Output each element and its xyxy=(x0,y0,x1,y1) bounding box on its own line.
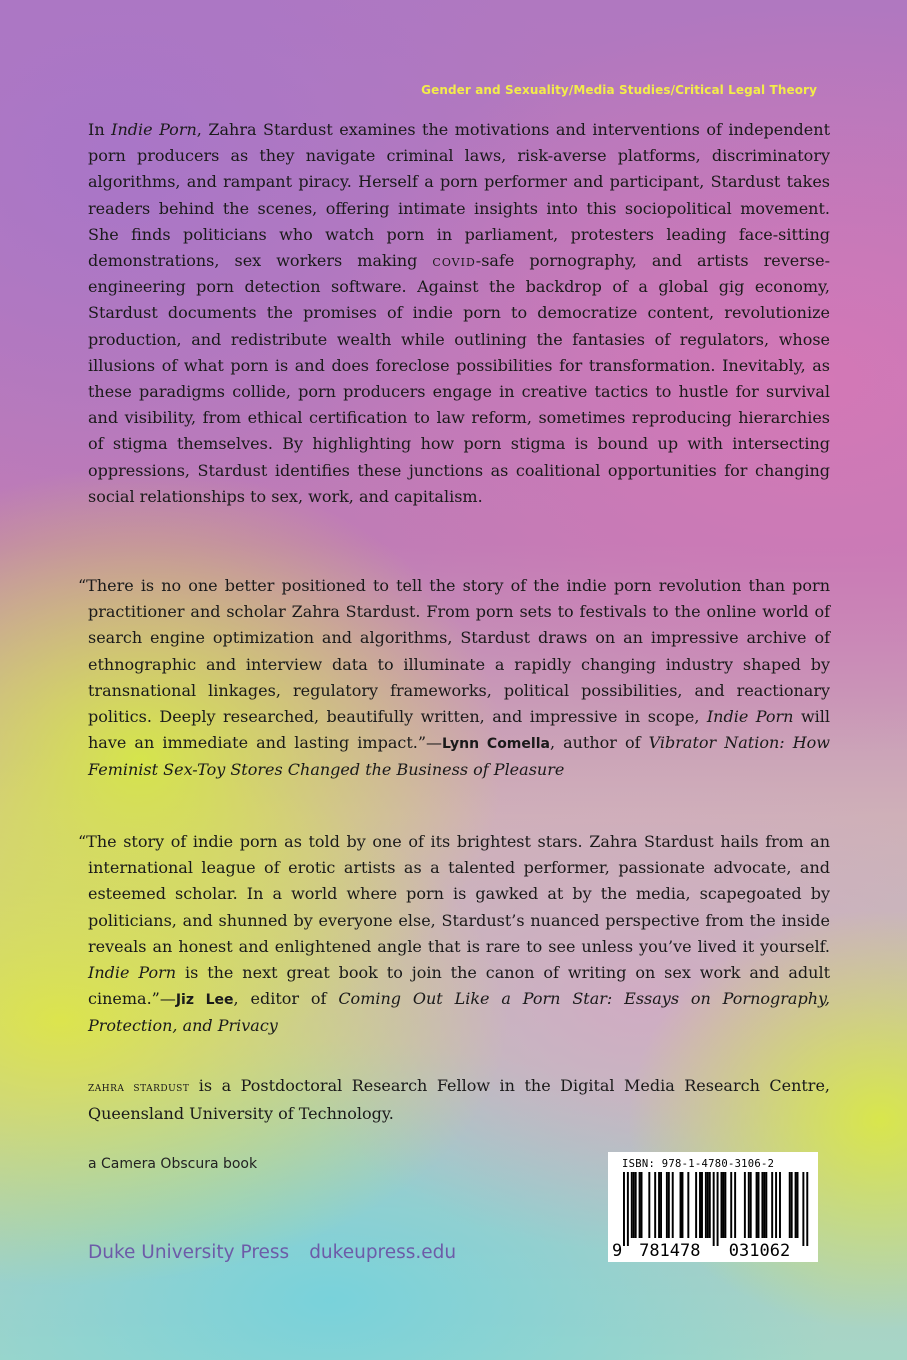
barcode-bar xyxy=(623,1172,625,1246)
barcode-bar xyxy=(687,1172,689,1238)
barcode-bar xyxy=(734,1172,736,1238)
barcode-digits: 031062 xyxy=(728,1241,791,1261)
barcode-bar xyxy=(765,1172,767,1238)
barcode-bar xyxy=(789,1172,791,1238)
description-text-2: -safe pornography, and artists reverse-engineering porn detection software. Against the backdrop of a global gig economy, Stardust documents the promises of indie porn to democratize content, revolutionize production, and redistribute wealth while outlining the fantasies of regulators, whose illusions of what porn is and does foreclose possibilities for transformation. Inevitably, as these paradigms collide, porn producers engage in creative tactics to hustle for survival and visibility, from ethical certification to law reform, sometimes reproducing hierarchies of stigma themselves. By highlighting how porn stigma is bound up with intersecting oppressions, Stardust identifies these junctions as coalitional opportunities for changing social relationships to sex, work, and capitalism. xyxy=(88,251,831,506)
barcode-bar xyxy=(635,1172,637,1238)
barcode-bar xyxy=(750,1172,752,1238)
category-label: Gender and Sexuality/Media Studies/Critical Legal Theory xyxy=(421,83,817,97)
quote-text-end: is the next great book to join the canon of writing on sex work and adult cinema.”— xyxy=(88,963,830,1009)
barcode-bar xyxy=(724,1172,726,1238)
barcode-bar xyxy=(660,1172,662,1238)
quote-text: “There is no one better positioned to tell the story of the indie porn revolution than porn practitioner and scholar Zahra Stardust. From porn sets to festivals to the online world of search engine optimization and algorithms, Stardust draws on an impressive archive of ethnographic and interview data to illuminate a rapidly changing industry shaped by transnational linkages, regulatory frameworks, political possibilities, and reactionary politics. Deeply researched, beautifully written, and impressive in scope, xyxy=(78,576,830,727)
barcode-bar xyxy=(666,1172,668,1238)
barcode-bar xyxy=(771,1172,773,1238)
barcode-bar xyxy=(721,1172,723,1238)
endorser-role: , editor of xyxy=(233,989,339,1009)
barcode-bar xyxy=(713,1172,715,1246)
barcode-bar xyxy=(680,1172,682,1238)
covid-smallcaps: covid xyxy=(432,251,476,271)
author-name: zahra stardust xyxy=(88,1080,190,1095)
publisher-line xyxy=(88,1242,456,1263)
barcode-bar xyxy=(797,1172,799,1238)
barcode-bar xyxy=(682,1172,684,1238)
endorser-book-title: Vibrator Nation: How Feminist Sex-Toy Stores Changed the Business of Pleasure xyxy=(88,733,830,780)
barcode-bar xyxy=(806,1172,808,1246)
barcode-bar xyxy=(775,1172,777,1238)
endorser-name: Lynn Comella xyxy=(442,736,550,753)
barcode-bar xyxy=(744,1172,746,1238)
barcode-bar xyxy=(627,1172,629,1246)
book-title-ref: Indie Porn xyxy=(706,707,794,727)
book-description xyxy=(88,117,830,510)
barcode-bar xyxy=(695,1172,697,1238)
barcode-bar xyxy=(763,1172,765,1238)
barcode-bar xyxy=(779,1172,781,1238)
endorser-name: Jiz Lee xyxy=(175,992,234,1009)
barcode-bar xyxy=(717,1172,719,1246)
barcode-bar xyxy=(795,1172,797,1238)
endorser-book-title: Coming Out Like a Porn Star: Essays on Pornography, Protection, and Privacy xyxy=(88,989,830,1036)
barcode-bar xyxy=(758,1172,760,1238)
quote-text-end: will have an immediate and lasting impact.”— xyxy=(88,707,830,753)
author-bio-text: is a Postdoctoral Research Fellow in the Digital Media Research Centre, Queensland University of Technology. xyxy=(88,1076,830,1124)
barcode-bar xyxy=(709,1172,711,1238)
barcode-bar xyxy=(705,1172,707,1238)
barcode-bar xyxy=(748,1172,750,1238)
isbn-barcode xyxy=(608,1152,818,1262)
barcode-digits: 781478 xyxy=(639,1241,701,1261)
barcode-bar xyxy=(707,1172,709,1238)
barcode-graphic xyxy=(608,1152,818,1262)
barcode-bar xyxy=(668,1172,670,1238)
barcode-bar xyxy=(722,1172,724,1238)
barcode-bar xyxy=(791,1172,793,1238)
endorsement-lee xyxy=(78,829,830,1040)
endorsement-comella xyxy=(78,573,830,784)
barcode-bar xyxy=(701,1172,703,1238)
book-title-ref: Indie Porn xyxy=(111,120,197,139)
barcode-bar xyxy=(633,1172,635,1238)
barcode-bar xyxy=(639,1172,641,1238)
book-title-ref: Indie Porn xyxy=(88,963,177,983)
barcode-digits: 9 xyxy=(612,1241,623,1261)
barcode-bar xyxy=(802,1172,804,1246)
barcode-bar xyxy=(699,1172,701,1238)
series-label: a Camera Obscura book xyxy=(88,1156,258,1172)
endorser-role: , author of xyxy=(549,733,649,753)
quote-text: “The story of indie porn as told by one of its brightest stars. Zahra Stardust hails from an international league of erotic artists as a talented performer, passionate advocate, and esteemed scholar. In a world where porn is gawked at by the media, scapegoated by politicians, and shunned by everyone else, Stardust’s nuanced perspective from the inside reveals an honest and enlightened angle that is rare to see unless you’ve lived it yourself. xyxy=(78,832,830,956)
barcode-bar xyxy=(730,1172,732,1238)
publisher-name: Duke University Press xyxy=(88,1242,290,1263)
barcode-bar xyxy=(654,1172,656,1238)
barcode-bar xyxy=(756,1172,758,1238)
isbn-label: ISBN: 978-1-4780-3106-2 xyxy=(622,1158,775,1170)
barcode-bar xyxy=(648,1172,650,1238)
barcode-bar xyxy=(641,1172,643,1238)
author-bio xyxy=(88,1073,830,1127)
publisher-url: dukeupress.edu xyxy=(309,1242,457,1263)
barcode-bar xyxy=(672,1172,674,1238)
description-lead: In xyxy=(88,120,112,139)
barcode-bar xyxy=(761,1172,763,1238)
barcode-bar xyxy=(658,1172,660,1238)
description-text-1: , Zahra Stardust examines the motivations and interventions of independent porn producers as they navigate criminal laws, risk-averse platforms, discriminatory algorithms, and rampant piracy. Herself a porn performer and participant, Stardust takes readers behind the scenes, offering intimate insights into this sociopolitical movement. She finds politicians who watch porn in parliament, protesters leading face-sitting demonstrations, sex workers making xyxy=(88,120,831,271)
barcode-bar xyxy=(631,1172,633,1238)
